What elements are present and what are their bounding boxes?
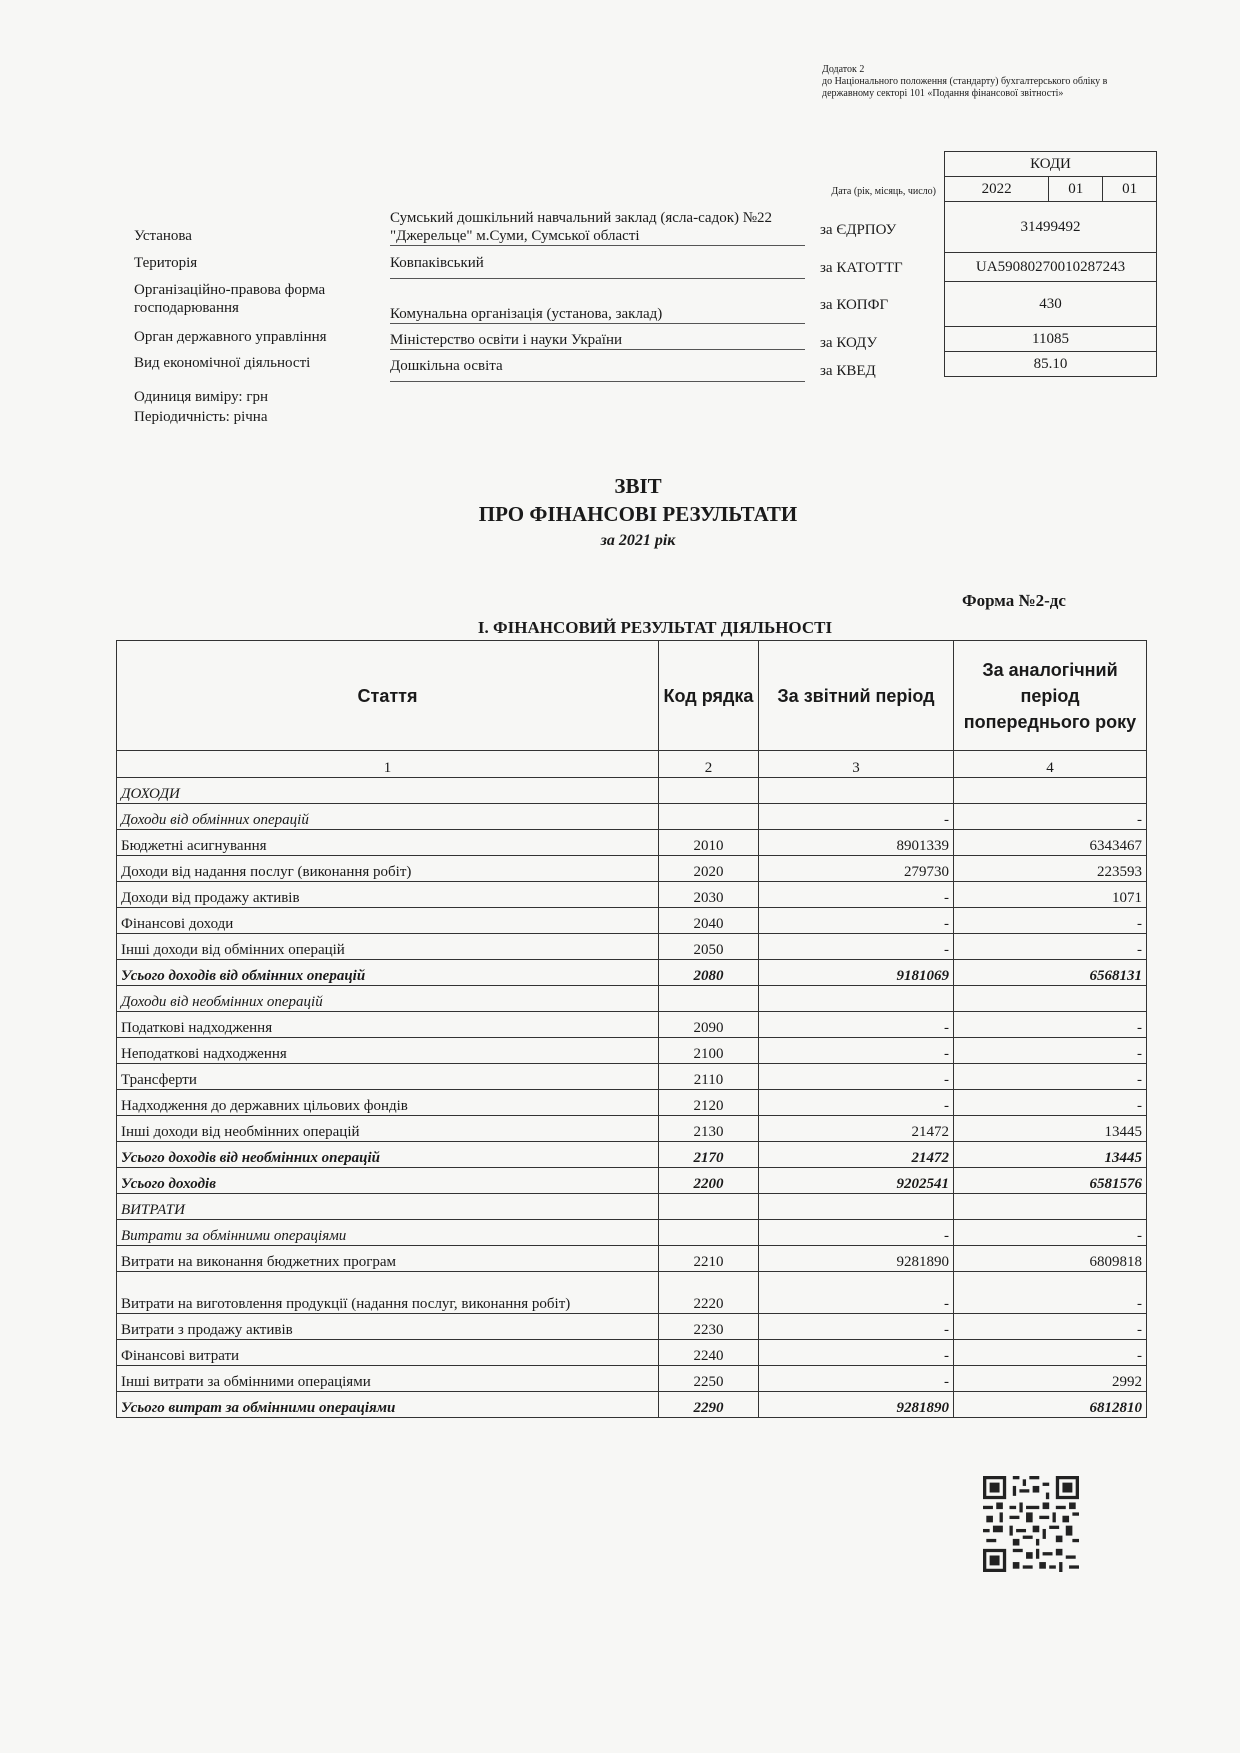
row-current-value: 21472 bbox=[759, 1142, 954, 1168]
row-label: Неподаткові надходження bbox=[117, 1038, 659, 1064]
row-code: 2040 bbox=[659, 908, 759, 934]
institution-value: Сумський дошкільний навчальний заклад (ясла-садок) №22 "Джерельце" м.Суми, Сумської області bbox=[390, 209, 805, 246]
header-article: Стаття bbox=[117, 641, 659, 751]
periodicity-label: Періодичність: річна bbox=[134, 409, 268, 425]
table-row bbox=[117, 882, 1147, 908]
table-row bbox=[117, 1272, 1147, 1314]
row-current-value: - bbox=[759, 934, 954, 960]
table-row bbox=[117, 1038, 1147, 1064]
section-title: І. ФІНАНСОВИЙ РЕЗУЛЬТАТ ДІЯЛЬНОСТІ bbox=[477, 618, 833, 637]
institution-label: Установа bbox=[134, 228, 192, 244]
row-current-value: - bbox=[759, 1366, 954, 1392]
row-current-value: - bbox=[759, 1272, 954, 1314]
row-code: 2200 bbox=[659, 1168, 759, 1194]
codes-box bbox=[944, 151, 1157, 377]
codes-header: КОДИ bbox=[945, 152, 1157, 177]
row-code: 2220 bbox=[659, 1272, 759, 1314]
row-code bbox=[659, 1194, 759, 1220]
row-previous-value: - bbox=[954, 1012, 1147, 1038]
table-row bbox=[117, 1090, 1147, 1116]
row-previous-value: 13445 bbox=[954, 1116, 1147, 1142]
row-label: Інші витрати за обмінними операціями bbox=[117, 1366, 659, 1392]
row-current-value: - bbox=[759, 804, 954, 830]
row-label: Доходи від продажу активів bbox=[117, 882, 659, 908]
row-label: Надходження до державних цільових фондів bbox=[117, 1090, 659, 1116]
row-current-value: 9281890 bbox=[759, 1246, 954, 1272]
kopfg-label: за КОПФГ bbox=[820, 297, 889, 313]
table-row bbox=[117, 1142, 1147, 1168]
row-previous-value: 223593 bbox=[954, 856, 1147, 882]
row-code: 2170 bbox=[659, 1142, 759, 1168]
report-period: за 2021 рік bbox=[600, 532, 676, 549]
legal-form-label: Організаційно-правова форма господарювання bbox=[134, 282, 326, 316]
row-previous-value: 6581576 bbox=[954, 1168, 1147, 1194]
table-row bbox=[117, 934, 1147, 960]
row-current-value: 8901339 bbox=[759, 830, 954, 856]
header-current-period: За звітний період bbox=[759, 641, 954, 751]
row-code: 2210 bbox=[659, 1246, 759, 1272]
row-code: 2230 bbox=[659, 1314, 759, 1340]
row-code: 2030 bbox=[659, 882, 759, 908]
header-row-code: Код рядка bbox=[659, 641, 759, 751]
row-code bbox=[659, 986, 759, 1012]
table-row bbox=[117, 856, 1147, 882]
row-current-value: 279730 bbox=[759, 856, 954, 882]
col-number-3: 3 bbox=[759, 751, 954, 778]
appendix-line2: до Національного положення (стандарту) бухгалтерського обліку в державному секторі 101 «Подання фінансової звітності» bbox=[822, 76, 1108, 99]
report-subtitle: ПРО ФІНАНСОВІ РЕЗУЛЬТАТИ bbox=[478, 502, 798, 526]
table-row bbox=[117, 1194, 1147, 1220]
row-previous-value: 13445 bbox=[954, 1142, 1147, 1168]
kodu-code: 11085 bbox=[945, 327, 1157, 352]
territory-label: Територія bbox=[134, 255, 198, 271]
legal-form-value: Комунальна організація (установа, заклад) bbox=[390, 305, 805, 324]
row-previous-value: - bbox=[954, 1038, 1147, 1064]
header-previous-period: За аналогічний період попереднього року bbox=[954, 641, 1147, 751]
date-label: Дата (рік, місяць, число) bbox=[831, 186, 936, 197]
edrpou-label: за ЄДРПОУ bbox=[820, 222, 897, 238]
row-current-value: 9202541 bbox=[759, 1168, 954, 1194]
qr-code-icon bbox=[983, 1476, 1079, 1572]
date-month: 01 bbox=[1049, 177, 1103, 202]
row-label: Усього доходів від необмінних операцій bbox=[117, 1142, 659, 1168]
row-current-value bbox=[759, 1194, 954, 1220]
row-label: Усього доходів від обмінних операцій bbox=[117, 960, 659, 986]
table-row bbox=[117, 1340, 1147, 1366]
row-previous-value: - bbox=[954, 908, 1147, 934]
row-previous-value: - bbox=[954, 1220, 1147, 1246]
row-current-value bbox=[759, 778, 954, 804]
row-code: 2100 bbox=[659, 1038, 759, 1064]
row-label: ВИТРАТИ bbox=[117, 1194, 659, 1220]
row-previous-value: 6568131 bbox=[954, 960, 1147, 986]
row-label: Витрати за обмінними операціями bbox=[117, 1220, 659, 1246]
financial-results-table bbox=[116, 640, 1147, 1418]
row-code: 2020 bbox=[659, 856, 759, 882]
row-previous-value: - bbox=[954, 1090, 1147, 1116]
row-label: Бюджетні асигнування bbox=[117, 830, 659, 856]
row-current-value: - bbox=[759, 1038, 954, 1064]
activity-label: Вид економічної діяльності bbox=[134, 355, 311, 371]
report-title: ЗВІТ bbox=[614, 474, 662, 498]
unit-label: Одиниця виміру: грн bbox=[134, 389, 268, 405]
row-label: Фінансові доходи bbox=[117, 908, 659, 934]
row-code: 2120 bbox=[659, 1090, 759, 1116]
table-row bbox=[117, 1116, 1147, 1142]
row-previous-value: - bbox=[954, 1064, 1147, 1090]
row-current-value: - bbox=[759, 908, 954, 934]
col-number-4: 4 bbox=[954, 751, 1147, 778]
row-current-value: 21472 bbox=[759, 1116, 954, 1142]
date-day: 01 bbox=[1103, 177, 1157, 202]
row-code: 2290 bbox=[659, 1392, 759, 1418]
row-label: Витрати на виконання бюджетних програм bbox=[117, 1246, 659, 1272]
col-number-2: 2 bbox=[659, 751, 759, 778]
authority-label: Орган державного управління bbox=[134, 329, 327, 345]
kved-label: за КВЕД bbox=[820, 363, 876, 379]
row-code: 2130 bbox=[659, 1116, 759, 1142]
row-code: 2010 bbox=[659, 830, 759, 856]
form-number: Форма №2-дс bbox=[962, 591, 1066, 610]
kopfg-code: 430 bbox=[945, 282, 1157, 327]
row-previous-value: 6809818 bbox=[954, 1246, 1147, 1272]
row-current-value: 9181069 bbox=[759, 960, 954, 986]
row-code bbox=[659, 778, 759, 804]
row-current-value: - bbox=[759, 1064, 954, 1090]
row-previous-value: 6343467 bbox=[954, 830, 1147, 856]
table-row bbox=[117, 1168, 1147, 1194]
row-code: 2110 bbox=[659, 1064, 759, 1090]
row-code: 2240 bbox=[659, 1340, 759, 1366]
appendix-line1: Додаток 2 bbox=[822, 64, 865, 75]
table-row bbox=[117, 1314, 1147, 1340]
row-previous-value bbox=[954, 778, 1147, 804]
row-label: Доходи від надання послуг (виконання робіт) bbox=[117, 856, 659, 882]
row-label: ДОХОДИ bbox=[117, 778, 659, 804]
row-current-value: - bbox=[759, 882, 954, 908]
row-current-value: 9281890 bbox=[759, 1392, 954, 1418]
row-label: Витрати з продажу активів bbox=[117, 1314, 659, 1340]
table-row bbox=[117, 778, 1147, 804]
table-row bbox=[117, 908, 1147, 934]
kved-code: 85.10 bbox=[945, 352, 1157, 377]
table-row bbox=[117, 830, 1147, 856]
row-current-value: - bbox=[759, 1012, 954, 1038]
row-code: 2080 bbox=[659, 960, 759, 986]
row-label: Податкові надходження bbox=[117, 1012, 659, 1038]
row-previous-value: 2992 bbox=[954, 1366, 1147, 1392]
table-row bbox=[117, 1392, 1147, 1418]
row-previous-value: - bbox=[954, 1340, 1147, 1366]
table-row bbox=[117, 1012, 1147, 1038]
row-code: 2050 bbox=[659, 934, 759, 960]
table-row bbox=[117, 960, 1147, 986]
row-current-value: - bbox=[759, 1314, 954, 1340]
katottg-code: UA59080270010287243 bbox=[945, 253, 1157, 282]
row-code: 2250 bbox=[659, 1366, 759, 1392]
row-code: 2090 bbox=[659, 1012, 759, 1038]
table-row bbox=[117, 1064, 1147, 1090]
row-code bbox=[659, 804, 759, 830]
kodu-label: за КОДУ bbox=[820, 335, 878, 351]
row-label: Трансферти bbox=[117, 1064, 659, 1090]
col-number-1: 1 bbox=[117, 751, 659, 778]
territory-value: Ковпаківський bbox=[390, 254, 805, 279]
table-row bbox=[117, 804, 1147, 830]
row-previous-value: - bbox=[954, 1272, 1147, 1314]
row-previous-value bbox=[954, 986, 1147, 1012]
row-label: Витрати на виготовлення продукції (надання послуг, виконання робіт) bbox=[117, 1272, 659, 1314]
activity-value: Дошкільна освіта bbox=[390, 357, 805, 382]
row-current-value: - bbox=[759, 1340, 954, 1366]
table-row bbox=[117, 1246, 1147, 1272]
edrpou-code: 31499492 bbox=[945, 202, 1157, 253]
appendix-note bbox=[822, 64, 1132, 100]
row-label: Усього витрат за обмінними операціями bbox=[117, 1392, 659, 1418]
table-row bbox=[117, 986, 1147, 1012]
row-label: Інші доходи від обмінних операцій bbox=[117, 934, 659, 960]
row-previous-value: - bbox=[954, 1314, 1147, 1340]
row-previous-value: 6812810 bbox=[954, 1392, 1147, 1418]
row-label: Доходи від обмінних операцій bbox=[117, 804, 659, 830]
table-row bbox=[117, 1366, 1147, 1392]
row-previous-value bbox=[954, 1194, 1147, 1220]
row-current-value: - bbox=[759, 1090, 954, 1116]
row-label: Інші доходи від необмінних операцій bbox=[117, 1116, 659, 1142]
row-previous-value: - bbox=[954, 804, 1147, 830]
katottg-label: за КАТОТТГ bbox=[820, 260, 903, 276]
row-current-value: - bbox=[759, 1220, 954, 1246]
authority-value: Міністерство освіти і науки України bbox=[390, 331, 805, 350]
row-previous-value: - bbox=[954, 934, 1147, 960]
row-label: Фінансові витрати bbox=[117, 1340, 659, 1366]
row-label: Доходи від необмінних операцій bbox=[117, 986, 659, 1012]
row-code bbox=[659, 1220, 759, 1246]
table-row bbox=[117, 1220, 1147, 1246]
row-current-value bbox=[759, 986, 954, 1012]
row-previous-value: 1071 bbox=[954, 882, 1147, 908]
row-label: Усього доходів bbox=[117, 1168, 659, 1194]
date-year: 2022 bbox=[945, 177, 1049, 202]
